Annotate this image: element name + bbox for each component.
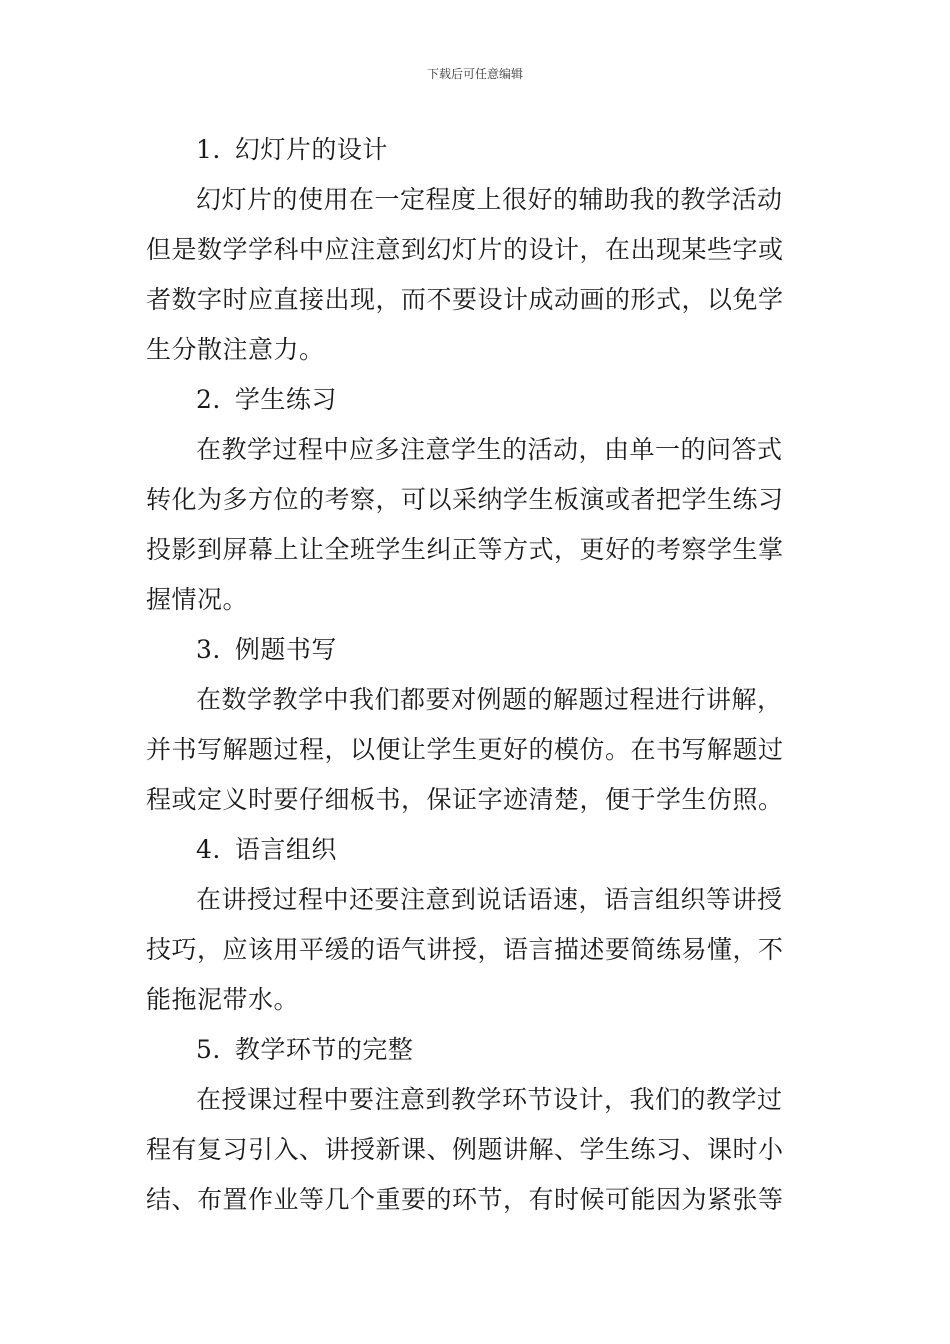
section-title: 语言组织 <box>234 835 337 864</box>
paragraph-line: 但是数学学科中应注意到幻灯片的设计，在出现某些字或 <box>146 235 784 264</box>
paragraph-line: 结、布置作业等几个重要的环节，有时候可能因为紧张等 <box>146 1185 784 1214</box>
paragraph-line: 在授课过程中要注意到教学环节设计，我们的教学过 <box>196 1085 783 1114</box>
section-heading-4 <box>146 825 809 875</box>
paragraph-line: 在讲授过程中还要注意到说话语速，语言组织等讲授 <box>196 885 783 914</box>
paragraph-line: 程或定义时要仔细板书，保证字迹清楚，便于学生仿照。 <box>146 785 784 814</box>
paragraph-line: 转化为多方位的考察，可以采纳学生板演或者把学生练习 <box>146 485 784 514</box>
section-title: 教学环节的完整 <box>234 1035 414 1064</box>
paragraph-line: 程有复习引入、讲授新课、例题讲解、学生练习、课时小 <box>146 1135 784 1164</box>
paragraph-line: 并书写解题过程，以便让学生更好的模仿。在书写解题过 <box>146 735 784 764</box>
paragraph-line: 握情况。 <box>146 585 249 614</box>
section-title: 学生练习 <box>234 385 337 414</box>
document-body <box>146 125 809 1225</box>
section-heading-1 <box>146 125 809 175</box>
section-number: 4. <box>196 835 221 864</box>
paragraph-line: 幻灯片的使用在一定程度上很好的辅助我的教学活动 <box>196 185 783 214</box>
section-title: 例题书写 <box>234 635 337 664</box>
paragraph-line: 能拖泥带水。 <box>146 985 300 1014</box>
paragraph-line: 技巧，应该用平缓的语气讲授，语言描述要简练易懂，不 <box>146 935 784 964</box>
section-number: 3. <box>196 635 221 664</box>
section-heading-2 <box>146 375 809 425</box>
page-header: 下载后可任意编辑 <box>426 67 523 81</box>
paragraph-line: 者数字时应直接出现，而不要设计成动画的形式，以免学 <box>146 285 784 314</box>
section-heading-5 <box>146 1025 809 1075</box>
section-number: 2. <box>196 385 221 414</box>
paragraph-line: 投影到屏幕上让全班学生纠正等方式，更好的考察学生掌 <box>146 535 784 564</box>
section-number: 5. <box>196 1035 221 1064</box>
paragraph-line: 在数学教学中我们都要对例题的解题过程进行讲解， <box>196 685 783 714</box>
paragraph-line: 生分散注意力。 <box>146 335 325 364</box>
section-title: 幻灯片的设计 <box>234 135 388 164</box>
section-number: 1. <box>196 135 221 164</box>
section-heading-3 <box>146 625 809 675</box>
paragraph-line: 在教学过程中应多注意学生的活动，由单一的问答式 <box>196 435 783 464</box>
